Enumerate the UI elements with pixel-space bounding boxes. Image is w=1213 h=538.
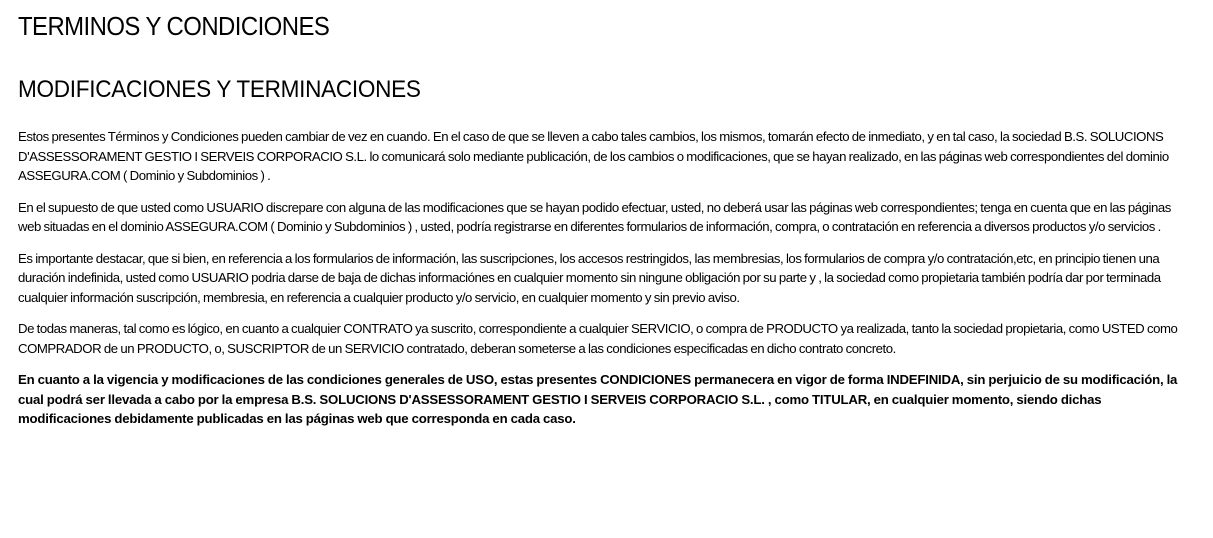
paragraph-changes: Estos presentes Términos y Condiciones pueden cambiar de vez en cuando. En el caso de que se lleven a cabo tales cambios, los mismos, tomarán efecto de inmediato, y en tal caso, la sociedad B.S. SOLUCIONS D'ASSESSORAMENT GESTIO I SERVEIS CORPORACIO S.L. lo comunicará solo mediante publicación, de los cambios o modificaciones, que se hayan realizado, en las páginas web correspondientes del dominio ASSEGURA.COM ( Dominio y Subdominios ) . [18,129,1169,183]
paragraph-contracts: De todas maneras, tal como es lógico, en cuanto a cualquier CONTRATO ya suscrito, correspondiente a cualquier SERVICIO, o compra de PRODUCTO ya realizada, tanto la sociedad propietaria, como USTED como COMPRADOR de un PRODUCTO, o, SUSCRIPTOR de un SERVICIO contratado, deberan someterse a las condiciones especificadas en dicho contrato concreto. [18,321,1178,356]
paragraph-duration: Es importante destacar, que si bien, en referencia a los formularios de información, las suscripciones, los accesos restringidos, las membresias, los formularios de compra y/o contratación,etc, en principio tienen una duración indefinida, usted como USUARIO podria darse de baja de dichas informaciónes en cualquier momento sin ningune obligación por su parte y , la sociedad como propietaria también podría dar por terminada cualquier información suscripción, membresia, en referencia a cualquier producto y/o servicio, en cualquier momento y sin previo aviso. [18,250,1161,305]
terms-document [18,10,1190,429]
page-title: TERMINOS Y CONDICIONES [18,11,330,41]
section-heading: MODIFICACIONES Y TERMINACIONES [18,76,421,103]
paragraph-disagreement: En el supuesto de que usted como USUARIO discrepare con alguna de las modificaciones que se hayan podido efectuar, usted, no deberá usar las páginas web correspondientes; tenga en cuenta que en las páginas web situadas en el dominio ASSEGURA.COM ( Dominio y Subdominios ) , usted, podría registrarse en diferentes formularios de información, compra, o contratación en referencia a diversos productos y/o servicios . [18,199,1171,234]
paragraph-validity: En cuanto a la vigencia y modificaciones de las condiciones generales de USO, estas presentes CONDICIONES permanecera en vigor de forma INDEFINIDA, sin perjuicio de su modificación, la cual podrá ser llevada a cabo por la empresa B.S. SOLUCIONS D'ASSESSORAMENT GESTIO I SERVEIS CORPORACIO S.L. , como TITULAR, en cualquier momento, siendo dichas modificaciones debidamente publicadas en las páginas web que corresponda en cada caso. [18,372,1178,426]
